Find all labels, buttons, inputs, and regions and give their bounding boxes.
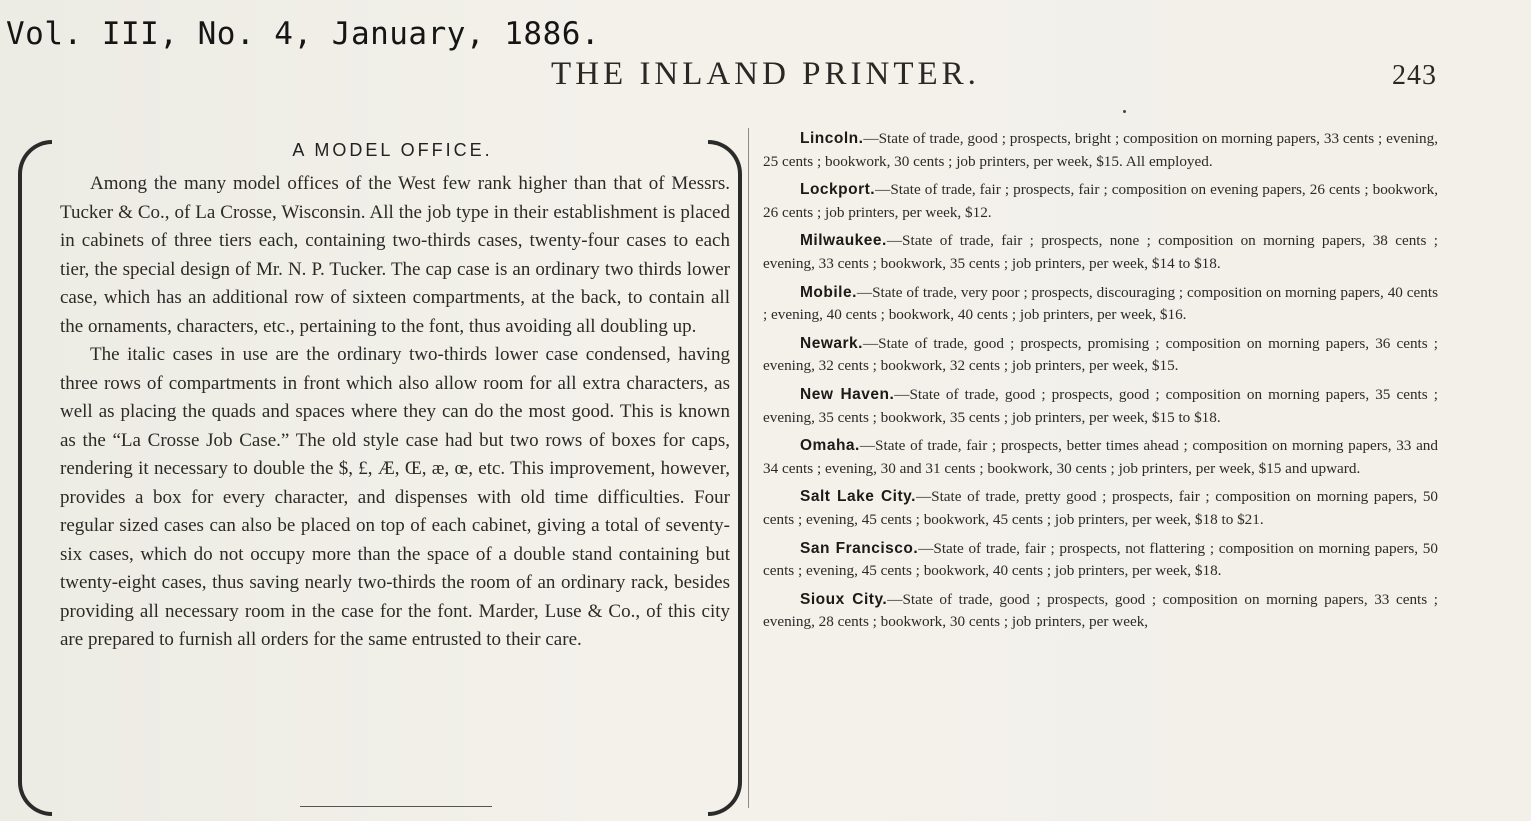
report-city: Sioux City. <box>800 590 888 608</box>
report-city: Milwaukee. <box>800 232 887 250</box>
report-city: New Haven. <box>800 385 895 403</box>
report-text: —State of trade, fair ; prospects, fair ; composition on evening papers, 26 cents ; bookwork, 26 cents ; job printers, per week, $12. <box>763 181 1438 221</box>
report-entry <box>763 282 1438 327</box>
report-entry <box>763 128 1438 173</box>
ink-speck <box>1123 110 1126 113</box>
report-entry <box>763 179 1438 224</box>
report-city: Salt Lake City. <box>800 488 916 506</box>
report-entry <box>763 589 1438 634</box>
article-paragraph: The italic cases in use are the ordinary two-thirds lower case condensed, having three rows of compartments in front which also allow room for all extra characters, as well as placing the quads and spaces where they can do the most good. This is known as the “La Crosse Job Case.” The old style case had but two rows of boxes for caps, rendering it necessary to double the $, £, Æ, Œ, æ, œ, etc. This improvement, however, provides a box for every character, and dispenses with old time difficulties. Four regular sized cases can also be placed on top of each cabinet, giving a total of seventy-six cases, which do not occupy more than the space of a double stand containing but twenty-eight cases, thus saving nearly two-thirds the room of an ordinary rack, besides providing all necessary room in the case for the font. Marder, Luse & Co., of this city are prepared to furnish all orders for the same entrusted to their care. <box>60 344 730 650</box>
report-city: San Francisco. <box>800 539 919 557</box>
report-entry <box>763 230 1438 275</box>
page-number: 243 <box>1392 60 1437 91</box>
report-text: —State of trade, fair ; prospects, none ; composition on morning papers, 38 cents ; evening, 33 cents ; bookwork, 35 cents ; job printers, per week, $14 to $18. <box>763 232 1438 272</box>
report-city: Lincoln. <box>800 130 864 147</box>
report-entry <box>763 384 1438 429</box>
report-text: —State of trade, pretty good ; prospects, fair ; composition on morning papers, 50 cents ; evening, 45 cents ; bookwork, 45 cents ; job printers, per week, $18 to $21. <box>763 488 1439 528</box>
report-text: —State of trade, good ; prospects, good ; composition on morning papers, 33 cents ; evening, 28 cents ; bookwork, 30 cents ; job printers, per week, <box>763 590 1438 631</box>
column-divider <box>748 128 749 808</box>
trade-reports-column <box>763 128 1438 640</box>
report-entry <box>763 486 1438 531</box>
article-paragraph: Among the many model offices of the West few rank higher than that of Messrs. Tucker & Co., of La Crosse, Wisconsin. All the job type in their establishment is placed in cabinets of three tiers each, containing two-thirds cases, twenty-four cases to each tier, the special design of Mr. N. P. Tucker. The cap case is an ordinary two thirds lower case, which has an additional row of sixteen compartments, at the back, to contain all the ornaments, characters, etc., pertaining to the font, thus avoiding all doubling up. <box>60 173 730 337</box>
report-text: —State of trade, good ; prospects, promising ; composition on morning papers, 36 cents ; evening, 32 cents ; bookwork, 32 cents ; job printers, per week, $15. <box>763 334 1438 375</box>
report-entry <box>763 333 1438 378</box>
left-bracket <box>18 140 52 816</box>
report-text: —State of trade, very poor ; prospects, discouraging ; composition on morning papers, 40 cents ; evening, 40 cents ; bookwork, 40 cents ; job printers, per week, $16. <box>763 283 1438 324</box>
report-city: Omaha. <box>800 437 860 455</box>
volume-stamp: Vol. III, No. 4, January, 1886. <box>6 16 601 52</box>
report-city: Mobile. <box>800 283 857 301</box>
report-entry <box>763 538 1438 583</box>
journal-title: THE INLAND PRINTER. <box>551 56 980 92</box>
report-text: —State of trade, good ; prospects, bright ; composition on morning papers, 33 cents ; evening, 25 cents ; bookwork, 30 cents ; job printers, per week, $15. All employed. <box>763 130 1438 170</box>
report-city: Lockport. <box>800 181 876 199</box>
report-text: —State of trade, good ; prospects, good ; composition on morning papers, 35 cents ; evening, 35 cents ; bookwork, 35 cents ; job printers, per week, $15 to $18. <box>763 385 1438 426</box>
section-rule <box>300 806 492 807</box>
report-text: —State of trade, fair ; prospects, better times ahead ; composition on morning papers, 33 and 34 cents ; evening, 30 and 31 cents ; bookwork, 30 cents ; job printers, per week, $15 and upward. <box>763 437 1438 477</box>
report-city: Newark. <box>800 334 863 352</box>
report-entry <box>763 435 1438 480</box>
report-text: —State of trade, fair ; prospects, not flattering ; composition on morning papers, 50 cents ; evening, 45 cents ; bookwork, 40 cents ; job printers, per week, $18. <box>763 539 1438 580</box>
article-body <box>60 170 730 655</box>
article-title: A MODEL OFFICE. <box>292 140 493 160</box>
